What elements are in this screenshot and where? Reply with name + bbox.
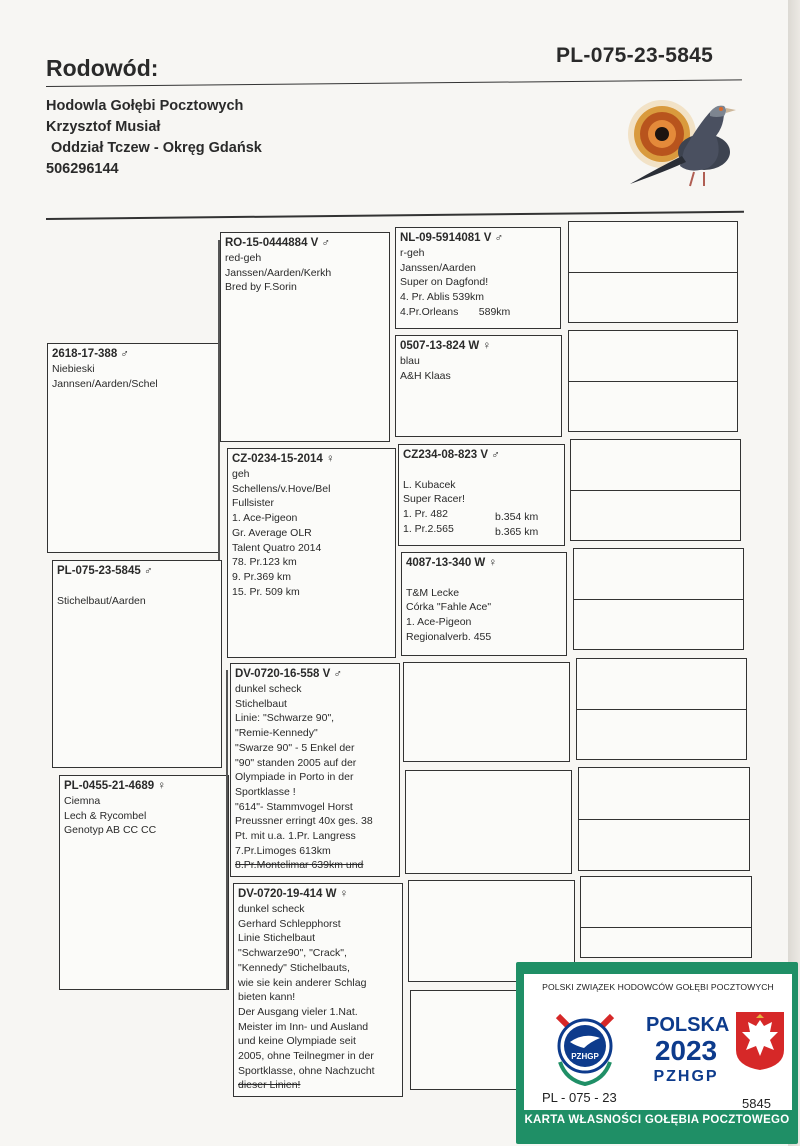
page-title: Rodowód: xyxy=(46,55,159,81)
dam-line: Genotyp AB CC CC xyxy=(64,824,157,837)
sss-line: Janssen/Aarden xyxy=(400,261,476,274)
sds-line xyxy=(403,463,560,478)
dam-sire-line: "Swarze 90" - 5 Enkel der xyxy=(235,741,355,754)
sire-dam-line: Schellens/v.Hove/Bel xyxy=(232,482,331,495)
sdd-box xyxy=(401,552,567,656)
pedigree-connector xyxy=(226,670,228,990)
empty-split-box xyxy=(568,330,738,432)
sire-ring: 2618-17-388 ♂ xyxy=(52,348,130,360)
dam-sire-box xyxy=(230,663,400,877)
dam-line: Ciemna xyxy=(64,795,101,807)
sire-line: Niebieski xyxy=(52,363,95,375)
dam-sire-line: Olympiade in Porto in der xyxy=(235,771,354,784)
dam-dam-line: 2005, ohne Teilnegmer in der xyxy=(238,1050,374,1063)
card-year: 2023 xyxy=(654,1035,718,1066)
dam-line: Lech & Rycombel xyxy=(64,809,147,822)
sire-sire-box xyxy=(220,232,390,442)
polish-eagle-icon xyxy=(734,1010,786,1072)
dam-sire-line: Preussner erringt 40x ges. 38 xyxy=(235,815,373,828)
dam-sire-line: "90" standen 2005 auf der xyxy=(235,756,357,769)
dam-dam-line: dunkel scheck xyxy=(238,903,305,915)
sdd-line: 1. Ace-Pigeon xyxy=(406,616,472,629)
sdd-line: Regionalverb. 455 xyxy=(406,630,492,643)
sds-box xyxy=(398,444,565,546)
sire-dam-ring: CZ-0234-15-2014 ♀ xyxy=(232,453,335,465)
card-footer: KARTA WŁASNOŚCI GOŁĘBIA POCZTOWEGO xyxy=(524,1114,790,1126)
card-header: POLSKI ZWIĄZEK HODOWCÓW GOŁĘBI POCZTOWYCH xyxy=(542,982,774,992)
dam-sire-line: "Remie-Kennedy" xyxy=(235,727,318,740)
sss-box xyxy=(395,227,561,329)
empty-box xyxy=(410,990,520,1090)
sss-line: r-geh xyxy=(400,247,425,259)
sire-line: Jannsen/Aarden/Schel xyxy=(52,377,158,390)
sss-line: Super on Dagfond! xyxy=(400,276,489,289)
pzhgp-logo-icon xyxy=(544,1002,626,1088)
sdd-line xyxy=(406,571,562,586)
sire-box xyxy=(47,343,219,553)
sire-sire-line: Janssen/Aarden/Kerkh xyxy=(225,266,332,279)
subject-line: Stichelbaut/Aarden xyxy=(57,594,146,607)
dam-sire-line: "614"- Stammvogel Horst xyxy=(235,800,353,813)
pigeon-photo xyxy=(624,92,740,192)
card-ring-number: 5845 xyxy=(742,1096,771,1111)
breeder-info xyxy=(46,96,262,180)
dam-dam-line: Sportklasse, ohne Nachzucht xyxy=(238,1064,375,1077)
sds-line: Super Racer! xyxy=(403,493,465,506)
subject-ring: PL-075-23-5845 ♂ xyxy=(57,565,153,577)
dam-sire-line: 8.Pr.Montelimar 639km und xyxy=(235,859,364,872)
dam-dam-line: "Schwarze90", "Crack", xyxy=(238,947,347,960)
empty-split-box xyxy=(570,439,741,541)
dam-dam-line: Meister im Inn- und Ausland xyxy=(238,1020,369,1033)
empty-split-box xyxy=(568,221,738,323)
dam-dam-line: wie sie kein anderer Schlag xyxy=(238,976,367,989)
dam-dam-box xyxy=(233,883,403,1097)
breeder-line-3: Oddział Tczew - Okręg Gdańsk xyxy=(51,140,262,156)
empty-box xyxy=(403,662,570,762)
sire-dam-line: Fullsister xyxy=(232,497,275,510)
empty-split-box xyxy=(576,658,747,760)
sire-sire-ring: RO-15-0444884 V ♂ xyxy=(225,237,331,249)
ssd-line: blau xyxy=(400,355,420,367)
sire-sire-line: Bred by F.Sorin xyxy=(225,281,297,294)
subject-pigeon-box xyxy=(52,560,222,768)
dam-dam-line: Der Ausgang vieler 1.Nat. xyxy=(238,1005,358,1018)
dam-dam-line: Gerhard Schlepphorst xyxy=(238,917,341,930)
card-country: POLSKA xyxy=(646,1014,730,1036)
empty-split-box xyxy=(578,767,750,871)
dam-sire-line: Linie: "Schwarze 90", xyxy=(235,712,335,725)
dam-dam-line: dieser Linien! xyxy=(238,1079,301,1092)
sdd-line: Córka "Fahle Ace" xyxy=(406,601,492,614)
sdd-line: T&M Lecke xyxy=(406,586,460,599)
sire-dam-line: 78. Pr.123 km xyxy=(232,556,297,569)
pzhgp-logo-text: PZHGP xyxy=(571,1052,599,1061)
dam-dam-ring: DV-0720-19-414 W ♀ xyxy=(238,888,349,900)
ring-number-header: PL-075-23-5845 xyxy=(556,44,714,67)
sire-dam-box xyxy=(227,448,396,658)
dam-dam-line: bieten kann! xyxy=(238,991,296,1004)
card-ring-prefix: PL - 075 - 23 xyxy=(542,1090,617,1105)
empty-box xyxy=(405,770,572,874)
ownership-card xyxy=(516,962,798,1144)
sds-ring: CZ234-08-823 V ♂ xyxy=(403,449,500,461)
sds-line: 1. Pr.2.565 xyxy=(403,522,454,535)
sire-dam-line: 15. Pr. 509 km xyxy=(232,585,300,598)
ssd-box xyxy=(395,335,562,437)
empty-split-box xyxy=(573,548,744,650)
breeder-line-4: 506296144 xyxy=(46,161,119,177)
sire-dam-line: 1. Ace-Pigeon xyxy=(232,512,298,525)
dam-sire-line: Sportklasse ! xyxy=(235,785,296,798)
dam-dam-line: "Kennedy" Stichelbauts, xyxy=(238,961,350,974)
sire-sire-line: red-geh xyxy=(225,252,262,264)
subject-line xyxy=(57,579,217,594)
sds-distance: b.354 km xyxy=(495,511,539,523)
sss-ring: NL-09-5914081 V ♂ xyxy=(400,232,504,244)
dam-dam-line: Linie Stichelbaut xyxy=(238,932,316,945)
sire-dam-line: geh xyxy=(232,468,250,480)
dam-sire-line: Pt. mit u.a. 1.Pr. Langress xyxy=(235,830,356,843)
sds-line: L. Kubacek xyxy=(403,478,456,491)
dam-sire-line: dunkel scheck xyxy=(235,683,302,695)
sds-line: 1. Pr. 482 xyxy=(403,508,448,521)
sire-dam-line: 9. Pr.369 km xyxy=(232,570,291,583)
breeder-line-1: Hodowla Gołębi Pocztowych xyxy=(46,98,244,114)
sss-line: 4.Pr.Orleans 589km xyxy=(400,305,511,318)
sire-dam-line: Talent Quatro 2014 xyxy=(232,541,322,554)
dam-box xyxy=(59,775,229,990)
sss-line: 4. Pr. Ablis 539km xyxy=(400,291,485,304)
sire-dam-line: Gr. Average OLR xyxy=(232,526,312,539)
dam-sire-line: 7.Pr.Limoges 613km xyxy=(235,844,331,857)
dam-dam-line: und keine Olympiade seit xyxy=(238,1035,356,1048)
ssd-line: A&H Klaas xyxy=(400,369,451,382)
breeder-line-2: Krzysztof Musiał xyxy=(46,119,161,135)
card-inner xyxy=(524,974,792,1110)
ssd-ring: 0507-13-824 W ♀ xyxy=(400,340,492,352)
sdd-ring: 4087-13-340 W ♀ xyxy=(406,557,498,569)
dam-sire-line: Stichelbaut xyxy=(235,697,287,710)
empty-split-box xyxy=(580,876,752,958)
dam-sire-ring: DV-0720-16-558 V ♂ xyxy=(235,668,343,680)
dam-ring: PL-0455-21-4689 ♀ xyxy=(64,780,166,792)
card-org: PZHGP xyxy=(653,1068,719,1085)
sds-distance: b.365 km xyxy=(495,526,539,538)
